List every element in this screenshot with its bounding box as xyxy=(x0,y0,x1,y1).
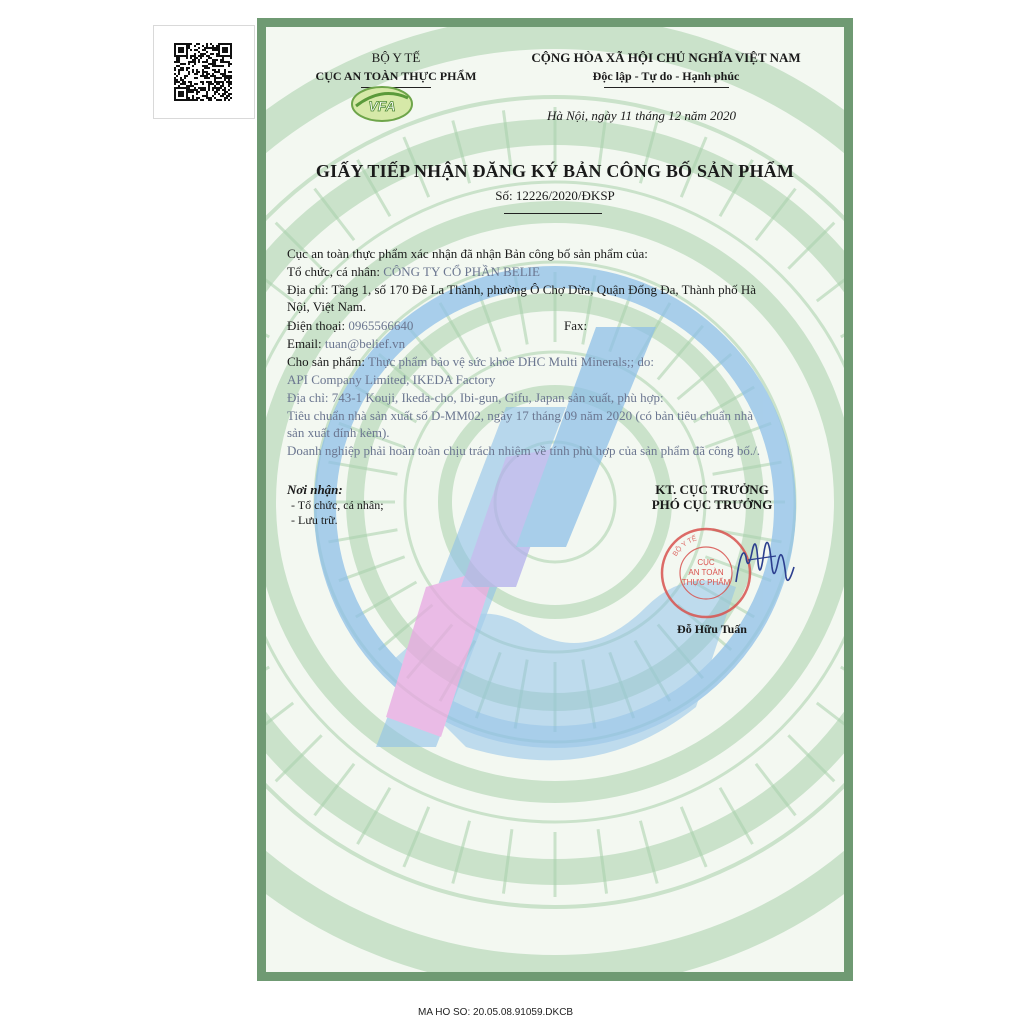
qr-code-box xyxy=(153,25,255,119)
address-line-1: Địa chỉ: Tầng 1, số 170 Đê La Thành, phường Ô Chợ Dừa, Quận Đống Đa, Thành phố Hà xyxy=(287,282,757,297)
issue-date: Hà Nội, ngày 11 tháng 12 năm 2020 xyxy=(547,108,736,123)
product-line: Cho sản phẩm: Thực phẩm bảo vệ sức khỏe DHC Multi Minerals;; do: xyxy=(287,354,654,369)
republic-name: CỘNG HÒA XÃ HỘI CHỦ NGHĨA VIỆT NAM xyxy=(531,50,801,65)
certificate-content xyxy=(266,27,844,972)
manufacturer-address-line: Địa chỉ: 743-1 Kouji, Ikeda-cho, Ibi-gun, Gifu, Japan sản xuất, phù hợp: xyxy=(287,390,664,405)
document-title: GIẤY TIẾP NHẬN ĐĂNG KÝ BẢN CÔNG BỐ SẢN PHẨM xyxy=(315,161,795,181)
certificate-border xyxy=(257,18,853,981)
responsibility-line: Doanh nghiệp phải hoàn toàn chịu trách nhiệm về tính phù hợp của sản phẩm đã công bố./. xyxy=(287,443,760,458)
signer-title-2: PHÓ CỤC TRƯỞNG xyxy=(651,497,773,512)
svg-text:CỤC: CỤC xyxy=(697,558,715,567)
svg-text:VFA: VFA xyxy=(368,98,396,114)
motto-underline xyxy=(604,87,729,88)
ministry-name: BỘ Y TẾ xyxy=(371,50,421,65)
svg-text:AN TOÀN: AN TOÀN xyxy=(688,568,724,577)
document-number: Số: 12226/2020/ĐKSP xyxy=(495,188,615,203)
svg-text:THỰC PHẨM: THỰC PHẨM xyxy=(681,578,731,587)
dossier-code: MA HO SO: 20.05.08.91059.DKCB xyxy=(418,1007,574,1018)
signer-name: Đỗ Hữu Tuấn xyxy=(677,622,747,636)
phone-line: Điện thoại: 0965566640 xyxy=(287,318,414,333)
handwritten-signature xyxy=(728,522,798,597)
svg-text:BỘ Y TẾ: BỘ Y TẾ xyxy=(671,535,698,558)
fax-label: Fax: xyxy=(564,318,588,333)
recipients-title: Nơi nhận: xyxy=(287,482,343,497)
signer-title-1: KT. CỤC TRƯỞNG xyxy=(655,482,769,497)
intro-line: Cục an toàn thực phẩm xác nhận đã nhận Bản công bố sản phẩm của: xyxy=(287,246,648,261)
agency-name: CỤC AN TOÀN THỰC PHẨM xyxy=(315,69,477,83)
standard-line-1: Tiêu chuẩn nhà sản xuất số D-MM02, ngày 17 tháng 09 năm 2020 (có bản tiêu chuẩn nhà xyxy=(287,408,753,423)
number-underline xyxy=(504,213,602,214)
manufacturer-line: API Company Limited, IKEDA Factory xyxy=(287,372,496,387)
email-line: Email: tuan@belief.vn xyxy=(287,336,406,351)
national-motto: Độc lập - Tự do - Hạnh phúc xyxy=(592,69,740,83)
standard-line-2: sản xuất đính kèm). xyxy=(287,425,390,440)
recipient-item: - Lưu trữ. xyxy=(291,513,338,527)
recipient-item: - Tổ chức, cá nhân; xyxy=(291,498,384,512)
certificate-paper xyxy=(266,27,844,972)
organization-line: Tổ chức, cá nhân: CÔNG TY CỔ PHẦN BELIE xyxy=(287,264,540,279)
qr-code-icon xyxy=(174,43,234,101)
vfa-logo xyxy=(350,84,414,124)
address-line-2: Nội, Việt Nam. xyxy=(287,299,367,314)
